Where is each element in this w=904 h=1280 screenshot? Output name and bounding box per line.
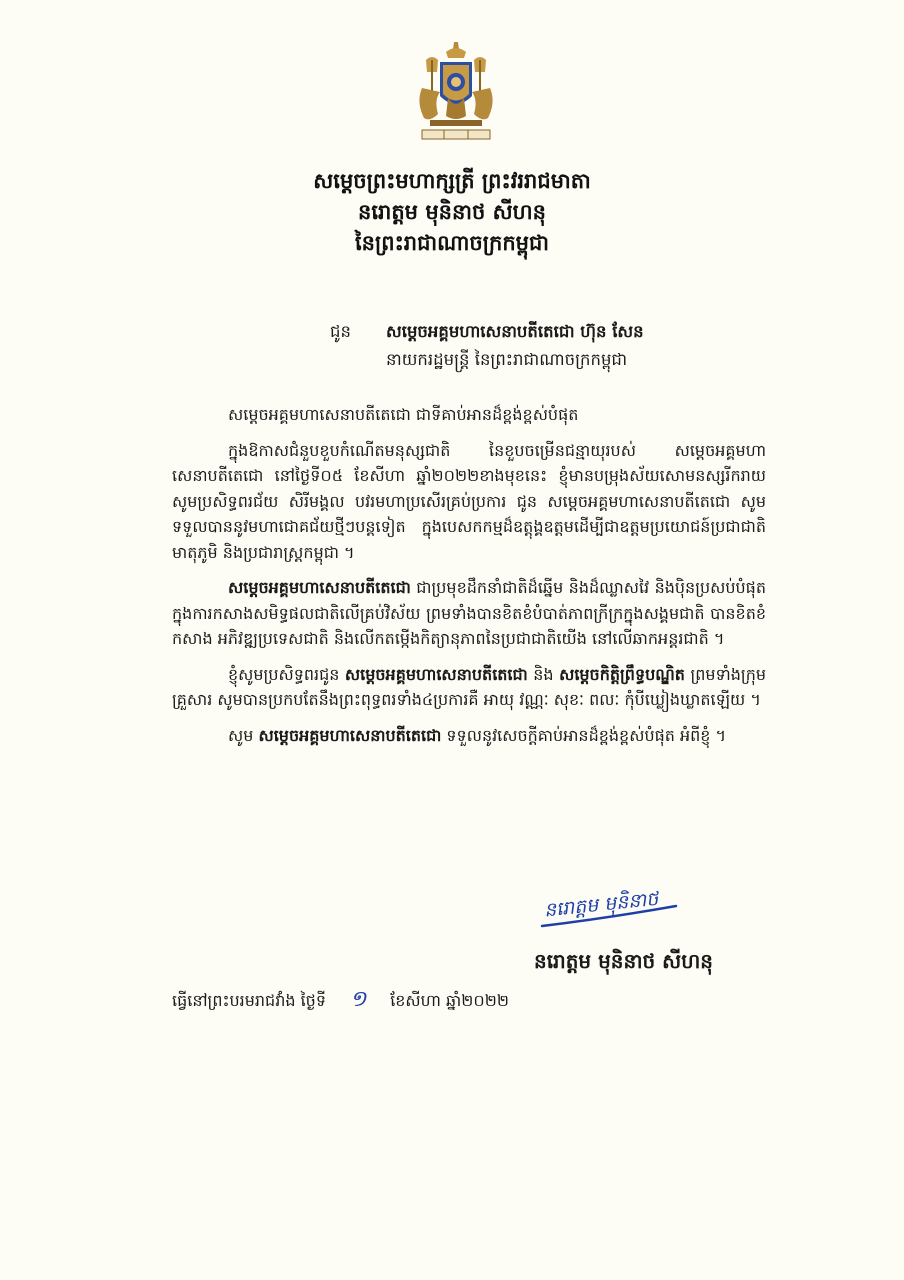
paragraph-3-name-1: សម្តេចអគ្គមហាសេនាបតីតេជោ: [344, 664, 528, 684]
date-suffix: ខែសីហា ឆ្នាំ២០២២: [390, 991, 509, 1010]
paragraph-3-and: និង: [533, 664, 554, 684]
heading-line-1: សម្តេចព្រះមហាក្សត្រី ព្រះវររាជមាតា: [313, 168, 591, 193]
recipient-name: សម្តេចអគ្គមហាសេនាបតីតេជោ ហ៊ុន សែន: [386, 322, 644, 341]
paragraph-4-post: ទទួលនូវសេចក្តីគាប់អានដ៏ខ្ពង់ខ្ពស់បំផុត អំពីខ្ញុំ ។: [446, 725, 727, 745]
heading-line-3: នៃព្រះរាជាណាចក្រកម្ពុជា: [354, 230, 549, 255]
recipient-block: [330, 318, 644, 374]
paragraph-2-text: ជាប្រមុខដឹកនាំជាតិដ៏ឆ្នើម និងដ៏ឈ្លាសវៃ និងប៉ិនប្រសប់បំផុត ក្នុងការកសាងសមិទ្ធផលជាតិលើគ្រប់វិស័យ ព្រមទាំងបានខិតខំបំបាត់ភាពក្រីក្រក្នុងសង្គមជាតិ បានខិតខំកសាង អភិវឌ្ឍប្រទេសជាតិ និងលើកតម្កើងកិត្យានុភាពនៃប្រជាជាតិយើង នៅលើឆាកអន្តរជាតិ ។: [172, 578, 766, 648]
paragraph-1: ក្នុងឱកាសជំនួបខួបកំណើតមនុស្សជាតិ នៃខួបចម្រើនជន្មាយុរបស់ សម្តេចអគ្គមហាសេនាបតីតេជោ នៅថ្ងៃទី០៥ ខែសីហា ឆ្នាំ២០២២ខាងមុខនេះ ខ្ញុំមានបម្រុងស័យសោមនស្សរីករាយ សូមប្រសិទ្ធពរជ័យ សិរីមង្គល បវរមហាប្រសើរគ្រប់ប្រការ ជូន សម្តេចអគ្គមហាសេនាបតីតេជោ សូមទទួលបាននូវមហាជោគជ័យថ្មីៗបន្តទៀត ក្នុងបេសកកម្មដ៏ឧត្តុង្គឧត្តមដើម្បីជាឧត្តមប្រយោជន៍ប្រជាជាតិ មាតុភូមិ និងប្រជារាស្ត្រកម្ពុជា ។: [172, 440, 766, 562]
letter-body: [172, 402, 766, 758]
signer-name: នរោត្តម មុនិនាថ សីហនុ: [534, 949, 713, 973]
recipient-title: នាយករដ្ឋមន្ត្រី នៃព្រះរាជាណាចក្រកម្ពុជា: [386, 350, 628, 369]
date-line: [172, 986, 509, 1015]
paragraph-3-post: ព្រមទាំងក្រុមគ្រួសារ សូមបានប្រកបតែនឹងព្រះពុទ្ធពរទាំង៤ប្រការគឺ អាយុ វណ្ណៈ សុខៈ ពលៈ កុំបីឃ្លៀងឃ្លាតឡើយ ។: [172, 664, 766, 709]
paragraph-3: [172, 662, 766, 713]
paragraph-2-name: សម្តេចអគ្គមហាសេនាបតីតេជោ: [228, 578, 411, 597]
royal-arms-emblem-icon: [408, 38, 504, 146]
paragraph-3-pre: ខ្ញុំសូមប្រសិទ្ធពរជូន: [228, 664, 340, 684]
signature-text: នរោត្តម មុនិនាថ: [542, 887, 660, 922]
paragraph-2: [172, 575, 766, 652]
to-label: ជូន: [330, 322, 351, 341]
handwritten-signature: [538, 876, 680, 934]
letter-heading: [0, 165, 904, 258]
salutation: សម្តេចអគ្គមហាសេនាបតីតេជោ ជាទីគាប់អានដ៏ខ្ពង់ខ្ពស់បំផុត: [228, 405, 579, 424]
paragraph-4-name: សម្តេចអគ្គមហាសេនាបតីតេជោ: [258, 725, 442, 745]
paragraph-4: [172, 723, 766, 749]
paragraph-4-pre: សូម: [228, 725, 254, 745]
date-prefix: ធ្វើនៅព្រះបរមរាជវាំង ថ្ងៃទី: [172, 991, 326, 1010]
date-day: ១: [349, 987, 367, 1012]
heading-line-2: នរោត្តម មុនិនាថ សីហនុ: [358, 199, 546, 224]
paragraph-3-name-2: សម្តេចកិត្តិព្រឹទ្ធបណ្ឌិត: [559, 664, 685, 684]
